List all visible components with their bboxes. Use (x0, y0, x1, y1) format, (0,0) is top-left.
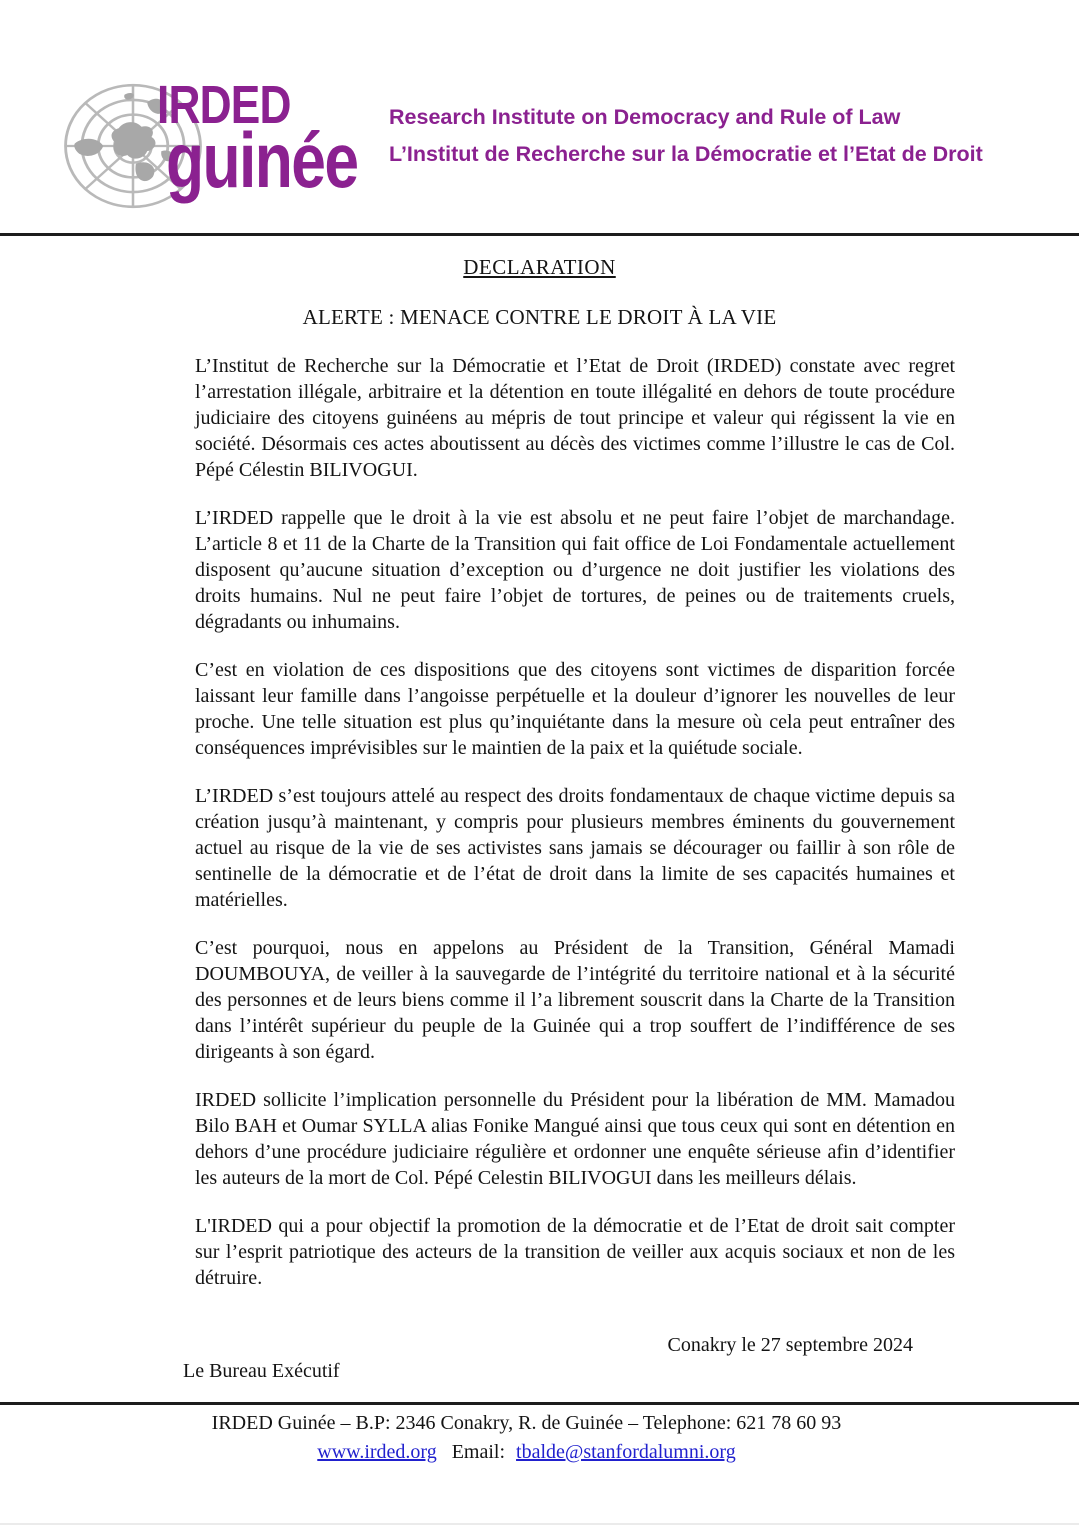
email-label: Email: (451, 1441, 506, 1463)
paragraph: IRDED sollicite l’implication personnelle du Président pour la libération de MM. Mamadou Bilo BAH et Oumar SYLLA alias Fonike Mangué ainsi que tous ceux qui sont en détention en dehors d’une procédure judiciaire régulière et ordonner une enquête sérieuse afin d’identifier les auteurs de la mort de Col. Pépé Celestin BILIVOGUI dans les meilleurs délais. (195, 1089, 955, 1189)
document-title: DECLARATION (463, 255, 616, 279)
logo-acronym: IRDED (157, 75, 291, 135)
paragraph: L’Institut de Recherche sur la Démocratie et l’Etat de Droit (IRDED) constate avec regret l’arrestation illégale, arbitraire et la détention en toute illégalité en dehors de toute procédure judiciaire des citoyens guinéens au mépris de tout principe et valeur qui régissent la vie en société. Désormais ces actes aboutissent au décès des victimes comme l’illustre le cas de Col. Pépé Célestin BILIVOGUI. (195, 355, 955, 481)
irded-logo (62, 75, 382, 213)
signature-line: Le Bureau Exécutif (183, 1360, 340, 1382)
date-place-line: Conakry le 27 septembre 2024 (667, 1334, 913, 1356)
paragraph: C’est pourquoi, nous en appelons au Président de la Transition, Général Mamadi DOUMBOUYA, de veiller à la sauvegarde de l’intégrité du territoire national et à la sécurité des personnes et de leurs biens comme il l’a librement souscrit dans la Charte de la Transition dans l’intérêt supérieur du peuple de la Guinée qui a trop souffert de l’indifférence de ses dirigeants à son égard. (195, 937, 955, 1063)
footer-divider-line (0, 1402, 1079, 1405)
paragraph: L’IRDED rappelle que le droit à la vie est absolu et ne peut faire l’objet de marchandage. L’article 8 et 11 de la Charte de la Transition qui fait office de Loi Fondamentale actuellement disposent qu’aucune situation d’exception ou d’urgence ne doit justifier les violations des droits humains. Nul ne peut faire l’objet de tortures, de peines ou de traitements cruels, dégradants ou inhumains. (195, 507, 955, 633)
org-title-french: L’Institut de Recherche sur la Démocratie et l’Etat de Droit (389, 142, 983, 166)
document-body (195, 353, 955, 1313)
org-title-english: Research Institute on Democracy and Rule of Law (389, 105, 901, 129)
logo-region: guinée (166, 116, 358, 204)
website-link[interactable]: www.irded.org (317, 1441, 437, 1463)
letterhead (0, 0, 1079, 233)
page-edge-line (0, 1523, 1079, 1525)
header-divider-line (0, 233, 1079, 236)
paragraph: L’IRDED s’est toujours attelé au respect des droits fondamentaux de chaque victime depuis sa création jusqu’à maintenant, y compris pour plusieurs membres éminents du gouvernement actuel au risque de la vie de ses activistes sans jamais se décourager ou faillir à son rôle de sentinelle de la démocratie et de l’état de droit dans la limite de ses capacités humaines et matérielles. (195, 785, 955, 911)
footer-links-line (0, 1441, 1053, 1464)
email-link[interactable]: tbalde@stanfordalumni.org (516, 1441, 736, 1463)
paragraph: C’est en violation de ces dispositions que des citoyens sont victimes de disparition forcée laissant leur famille dans l’angoisse perpétuelle et la douleur d’ignorer les nouvelles de leur proche. Une telle situation est plus qu’inquiétante dans la mesure où cela peut entraîner des conséquences imprévisibles sur le maintien de la paix et la quiétude sociale. (195, 659, 955, 759)
footer-contact-line: IRDED Guinée – B.P: 2346 Conakry, R. de Guinée – Telephone: 621 78 60 93 (211, 1412, 842, 1434)
document-subtitle: ALERTE : MENACE CONTRE LE DROIT À LA VIE (302, 305, 777, 329)
org-titles (389, 99, 983, 173)
paragraph: L'IRDED qui a pour objectif la promotion de la démocratie et de l’Etat de droit sait compter sur l’esprit patriotique des acteurs de la transition de veiller aux acquis sociaux et non de les détruire. (195, 1215, 955, 1289)
